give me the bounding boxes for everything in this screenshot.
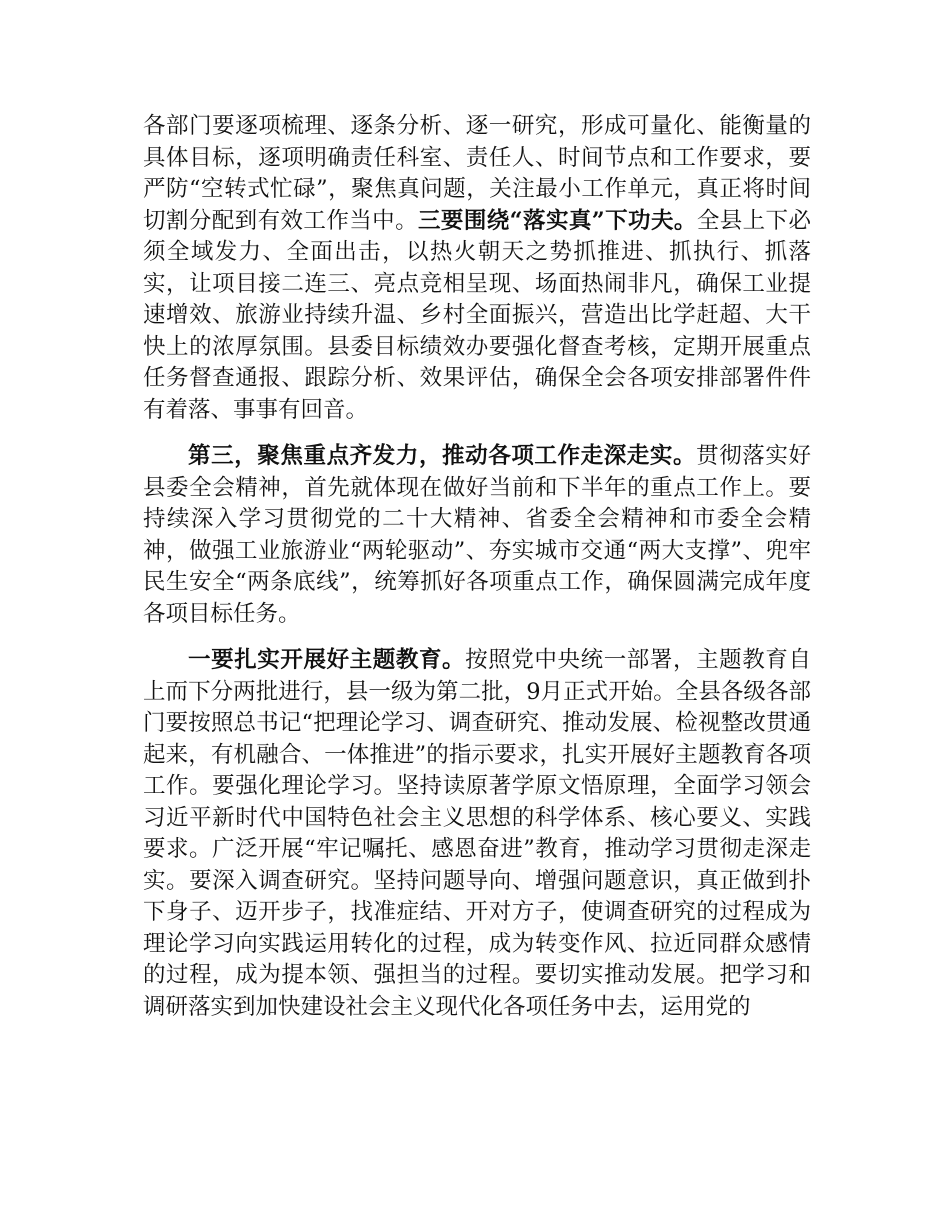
document-page (143, 111, 811, 1023)
paragraph-3 (143, 645, 811, 1023)
paragraph-3-body: 按照党中央统一部署，主题教育自上而下分两批进行，县一级为第二批，9月正式开始。全县各级各部门要按照总书记“把理论学习、调查研究、推动发展、检视整改贯通起来，有机融合、一体推进”的指示要求，扎实开展好主题教育各项工作。要强化理论学习。坚持读原著学原文悟原理，全面学习领会习近平新时代中国特色社会主义思想的科学体系、核心要义、实践要求。广泛开展“牢记嘱托、感恩奋进”教育，推动学习贯彻走深走实。要深入调查研究。坚持问题导向、增强问题意识，真正做到扑下身子、迈开步子，找准症结、开对方子，使调查研究的过程成为理论学习向实践运用转化的过程，成为转变作风、拉近同群众感情的过程，成为提本领、强担当的过程。要切实推动发展。把学习和调研落实到加快建设社会主义现代化各项任务中去，运用党的 (143, 647, 811, 1020)
paragraph-1 (143, 111, 811, 426)
paragraph-2-heading: 第三，聚焦重点齐发力，推动各项工作走深走实。 (188, 443, 697, 469)
paragraph-2 (143, 441, 811, 630)
paragraph-1-heading: 三要围绕“落实真”下功夫。 (418, 207, 697, 234)
paragraph-1-text: 各部门要逐项梳理、逐条分析、逐一研究，形成可量化、能衡量的具体目标，逐项明确责任科室、责任人、时间节点和工作要求，要严防“空转式忙碌”，聚焦真问题，关注最小工作单元，真正将时间切割分配到有效工作当中。 (143, 113, 811, 234)
paragraph-3-heading: 一要扎实开展好主题教育。 (188, 647, 466, 673)
paragraph-1-body: 全县上下必须全域发力、全面出击，以热火朝天之势抓推进、抓执行、抓落实，让项目接二连三、亮点竞相呈现、场面热闹非凡，确保工业提速增效、旅游业持续升温、乡村全面振兴，营造出比学赶超、大干快上的浓厚氛围。县委目标绩效办要强化督查考核，定期开展重点任务督查通报、跟踪分析、效果评估，确保全会各项安排部署件件有着落、事事有回音。 (143, 207, 811, 423)
paragraph-2-body: 贯彻落实好县委全会精神，首先就体现在做好当前和下半年的重点工作上。要持续深入学习贯彻党的二十大精神、省委全会精神和市委全会精神，做强工业旅游业“两轮驱动”、夯实城市交通“两大支撑”、兜牢民生安全“两条底线”，统筹抓好各项重点工作，确保圆满完成年度各项目标任务。 (143, 443, 811, 627)
